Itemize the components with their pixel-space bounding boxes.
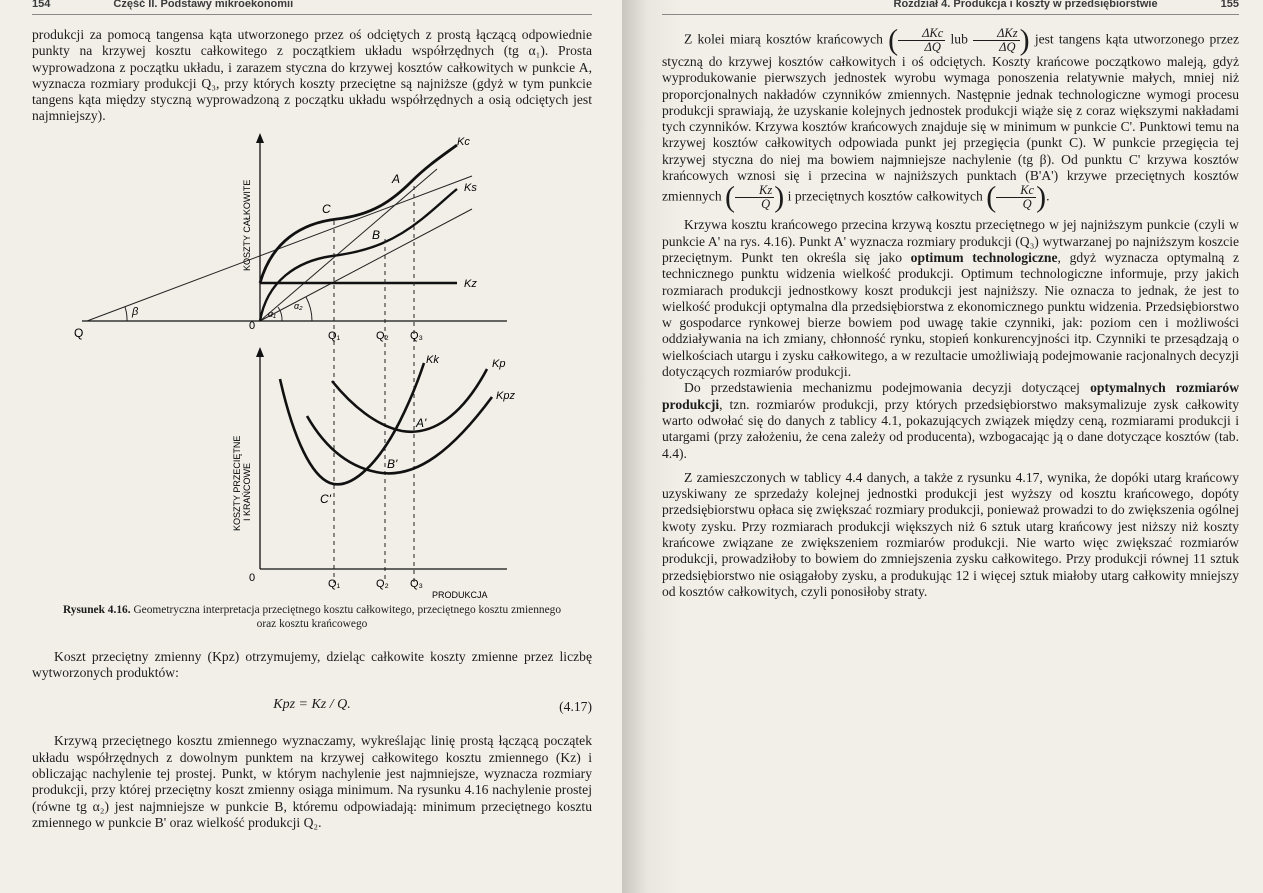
label-kk: Kk — [426, 353, 439, 366]
fraction-2-top: ΔKz — [973, 27, 1020, 41]
fraction-kz-q — [735, 184, 774, 211]
top-y-arrow — [256, 133, 264, 143]
left-paragraph-1: produkcji za pomocą tangensa kąta utworzonego przez oś odciętych z prostą łączącą odpowiednie punkty na krzywej kosztu całkowitego z początkiem układu współrzędnych (tg α₁). Prosta wyprowadzona z początku układu, i zarazem styczna do krzywej kosztów całkowitych w punkcie A, wyznacza rozmiary produkcji Q₃, przy których koszty przeciętne są najniższe (gdyż w tym punkcie tangens kąta między styczną wyprowadzoną z początku układu współrzędnych a osią odciętych jest najmniejszy). — [32, 27, 592, 124]
label-kz: Kz — [464, 277, 477, 290]
paren-open-3: ( — [986, 180, 997, 214]
figure-4-16-svg — [32, 131, 592, 601]
fraction-3-top: Kz — [735, 184, 774, 198]
right-paragraph-2 — [662, 217, 1239, 380]
formula-4-17 — [32, 691, 592, 721]
label-point-c-prime: C' — [320, 491, 331, 506]
right-p3-bold-term: optymalnych rozmiarów produkcji — [662, 380, 1240, 412]
fraction-2-bottom: ΔQ — [999, 40, 1016, 54]
right-p1-body: jest tangens kąta utworzonego przez styczną do krzywej kosztów całkowitych i oś odciętych. Koszty krańcowe początkowo maleją, gdyż wyprodukowanie pierwszych jednostek wyrobu wymaga ponoszenia relatywnie małych, mniej niż proporcjonalnych nakładów czynników zmiennych. Następnie jednak technologiczne wymogi procesu produkcji sprawiają, że uzyskanie kolejnych jednostek produkcji wiąże się z coraz większymi nakładami tych czynników. Krzywa kosztów krańcowych znajduje się w minimum w punkcie C'. Punktowi temu na krzywej kosztów całkowitych odpowiada punkt jej przegięcia (punkt C). W punkcie przegięcia tej krzywej styczna do niej ma bowiem najmniejsze nachylenie (tg β). Od punktu C' krzywa kosztów krańcowych wznosi się i przecina w najniższych punktach (B'A') krzywe przeciętnych kosztów — [662, 31, 1239, 184]
right-chapter-title: Rozdział 4. Produkcja i koszty w przedsiębiorstwie — [893, 0, 1158, 10]
bottom-y-axis-label-1: KOSZTY PRZECIĘTNE — [232, 435, 242, 531]
ray-alpha2-line — [260, 209, 472, 321]
formula-expression: Kpz = Kz / Q. — [273, 697, 351, 713]
right-p1-tail: i przeciętnych kosztów całkowitych — [787, 189, 983, 204]
label-kc: Kc — [457, 135, 470, 148]
right-page-number: 155 — [1220, 0, 1239, 10]
left-running-head — [32, 0, 592, 15]
label-point-b: B — [372, 227, 381, 242]
left-chapter-title: Część II. Podstawy mikroekonomii — [113, 0, 294, 10]
label-zero-top: 0 — [249, 319, 256, 332]
figure-4-16 — [32, 131, 592, 601]
fraction-dkc-dq — [898, 27, 945, 54]
right-running-head — [662, 0, 1239, 15]
left-page-number: 154 — [32, 0, 51, 10]
right-paragraph-4: Z zamieszczonych w tablicy 4.4 danych, a także z rysunku 4.17, wynika, że dopóki utarg krańcowy uzyskiwany ze sprzedaży kolejnej jednostki produkcji jest wyższy od kosztu krańcowego, dopóty przedsiębiorstwu opłaca się zwiększać rozmiary produkcji, ponieważ prowadzi to do zwiększenia ogólnej kwoty zysku. Przy rozmiarach produkcji większych niż 6 sztuk utarg krańcowy jest niższy niż koszty krańcowe związane ze zwiększeniem rozmiarów produkcji. Nie warto więc zwiększać rozmiarów produkcji, prowadziłoby to bowiem do zmniejszenia zysku całkowitego. Przy produkcji równej 11 sztuk przedsiębiorstwo nie osiągałoby zysku, a produkując 12 i więcej sztuk miałoby utarg całkowity mniejszy od kosztów całkowitych, czyli ponosiłoby straty. — [662, 469, 1239, 599]
fraction-kc-q — [996, 184, 1036, 211]
fraction-3-bottom: Q — [761, 197, 771, 212]
bottom-x-axis-label: PRODUKCJA — [432, 589, 488, 600]
alpha2-angle-arc — [306, 297, 312, 321]
left-page — [0, 0, 622, 893]
label-kp: Kp — [492, 357, 506, 370]
marginal-cost-curve — [280, 363, 424, 484]
ray-alpha1-line — [260, 169, 437, 321]
paren-close-2: ) — [774, 180, 785, 214]
right-p3-rest: , tzn. rozmiarów produkcji, przy których przedsiębiorstwo maksymalizuje zysk całkowity warto odwołać się do danych z tablicy 4.1, pokazujących związek między ceną, rozmiarami produkcji i utargami (przy założeniu, że cena zależy od producenta), wzbogacając ją o dane dotyczące kosztów (tab. 4.4). — [662, 396, 1239, 461]
label-point-c: C — [322, 201, 331, 216]
variable-cost-curve — [260, 189, 457, 321]
right-page — [622, 0, 1263, 893]
label-q3-top: Q₃ — [410, 329, 424, 342]
right-paragraph-1: Z kolei miarą kosztów krańcowych ( $\frac{\text{ΔKc}}{\Delta Q}$ lub $\frac{\text{ΔKz}}{\Delta Q}$ ) jest tangens kąta utworzonego przez styczną do krzywej kosztów całkowitych i oś odciętych. Koszty krańcowe początkowo maleją, gdyż wyprodukowanie pierwszych jednostek wyrobu wymaga ponoszenia relatywnie małych, mniej niż proporcjonalnych nakładów czynników zmiennych. Następnie jednak technologiczne wymogi procesu produkcji sprawiają, że uzyskanie kolejnych jednostek produkcji wiąże się z coraz większymi nakładami tych czynników. Krzywa kosztów krańcowych znajduje się w minimum w punkcie C'. Punktowi temu na krzywej kosztów całkowitych odpowiada punkt jej przegięcia (punkt C). W punkcie przegięcia tej krzywej styczna do niej ma bowiem najmniejsze nachylenie (tg β). Od punktu C' krzywa kosztów krańcowych wznosi się i przecina w najniższych punktach (B'A') krzywe przeciętnych kosztów zmiennych ( $\frac{Kz}{Q}$ ) i przeciętnych kosztów całkowitych ( $\frac{Kc}{Q}$ ). — [662, 23, 1239, 214]
left-paragraph-2: Koszt przeciętny zmienny (Kpz) otrzymujemy, dzieląc całkowite koszty zmienne przez liczbę wytworzonych produktów: — [32, 648, 592, 681]
paren-close-1: ) — [1019, 23, 1030, 57]
paren-close-3: ) — [1036, 180, 1047, 214]
bottom-y-arrow — [256, 347, 264, 357]
label-q-origin: Q — [74, 325, 84, 340]
label-alpha1: α₁ — [268, 308, 276, 319]
label-ks: Ks — [464, 181, 477, 194]
fraction-1-top: ΔKc — [898, 27, 945, 41]
right-p1-zmiennych: zmiennych — [662, 189, 722, 204]
label-q1-top: Q₁ — [328, 329, 341, 342]
label-beta: β — [132, 305, 139, 318]
figure-caption-number: Rysunek 4.16. — [62, 603, 131, 616]
right-p1-intro: Z kolei miarą kosztów krańcowych — [684, 31, 883, 47]
right-p1-lub: lub — [950, 31, 968, 47]
label-q1-bottom: Q₁ — [328, 577, 341, 590]
label-q2-top: Q₂ — [376, 329, 389, 342]
average-variable-cost-curve — [307, 397, 492, 473]
right-paragraph-3 — [662, 380, 1239, 461]
right-p2-start: Krzywa kosztu krańcowego przecina krzywą kosztu przeciętnego w jej najniższym punkcie (czyli w punkcie A' na rys. 4.16). Punkt A' wyznacza rozmiary produkcji (Q₃) wytwarzanej po najniższym koszcie przeciętnym. Punkt ten określa się jako — [662, 217, 1239, 265]
paren-open-2: ( — [725, 180, 736, 214]
bottom-y-axis-label-2: I KRAŃCOWE — [242, 462, 252, 521]
formula-number: (4.17) — [559, 699, 592, 715]
fraction-4-bottom: Q — [1022, 197, 1032, 212]
label-zero-bottom: 0 — [249, 571, 256, 584]
label-kpz: Kpz — [496, 389, 515, 402]
figure-caption-text: Geometryczna interpretacja przeciętnego kosztu całkowitego, przeciętnego kosztu zmiennego oraz kosztu krańcowego — [133, 603, 562, 630]
label-alpha2: α₂ — [294, 300, 303, 311]
label-q2-bottom: Q₂ — [376, 577, 389, 590]
beta-angle-arc — [125, 307, 127, 321]
label-point-a: A — [392, 171, 401, 186]
right-p3-start: Do przedstawienia mechanizmu podejmowania decyzji dotyczącej — [684, 380, 1080, 396]
fraction-1-bottom: ΔQ — [924, 40, 941, 54]
label-q3-bottom: Q₃ — [410, 577, 424, 590]
top-y-axis-label: KOSZTY CAŁKOWITE — [242, 179, 252, 271]
figure-caption — [62, 603, 562, 631]
fraction-dkz-dq — [973, 27, 1020, 54]
label-point-a-prime: A' — [416, 415, 427, 430]
paren-open-1: ( — [888, 23, 899, 57]
alpha1-angle-arc — [278, 307, 282, 321]
label-point-b-prime: B' — [387, 456, 398, 471]
fraction-4-top: Kc — [996, 184, 1036, 198]
left-paragraph-3: Krzywą przeciętnego kosztu zmiennego wyznaczamy, wykreślając linię prostą łączącą początek układu współrzędnych z dowolnym punktem na krzywej całkowitego kosztu zmiennego (Kz) i obliczając nachylenie tej prostej. Punkt, w którym nachylenie jest najmniejsze, wyznacza rozmiary produkcji, przy której przeciętny koszt zmienny osiąga minimum. Na rysunku 4.16 nachylenie prostej (równe tg α₂) jest najmniejsze w punkcie B, któremu odpowiadają: minimum przeciętnego kosztu zmiennego w punkcie B' oraz wielkość produkcji Q₂. — [32, 733, 592, 830]
right-p2-rest: , gdyż wyznacza optymalną z technicznego punktu widzenia wielkość produkcji. Optimum technologiczne informuje, przy jakich rozmiarach produkcji jednostkowy koszt produkcji jest najniższy. Nie oznacza to jednak, że jest to wielkość produkcji optymalna dla przedsiębiorstwa z ekonomicznego punktu widzenia. Przedsiębiorstwo w gospodarce rynkowej bierze bowiem pod uwagę takie czynniki, jak: poziom cen i możliwości oddziaływania na ich zmiany, chłonność rynku, stopień konkurencyjności itp. Czynniki te przesądzają o wielkościach utargu i zysku całkowitego, a w rezultacie umożliwiają podejmowanie racjonalnych decyzji dotyczących rozmiarów produkcji. — [662, 249, 1239, 380]
right-p2-bold-term: optimum technologiczne — [910, 249, 1058, 265]
